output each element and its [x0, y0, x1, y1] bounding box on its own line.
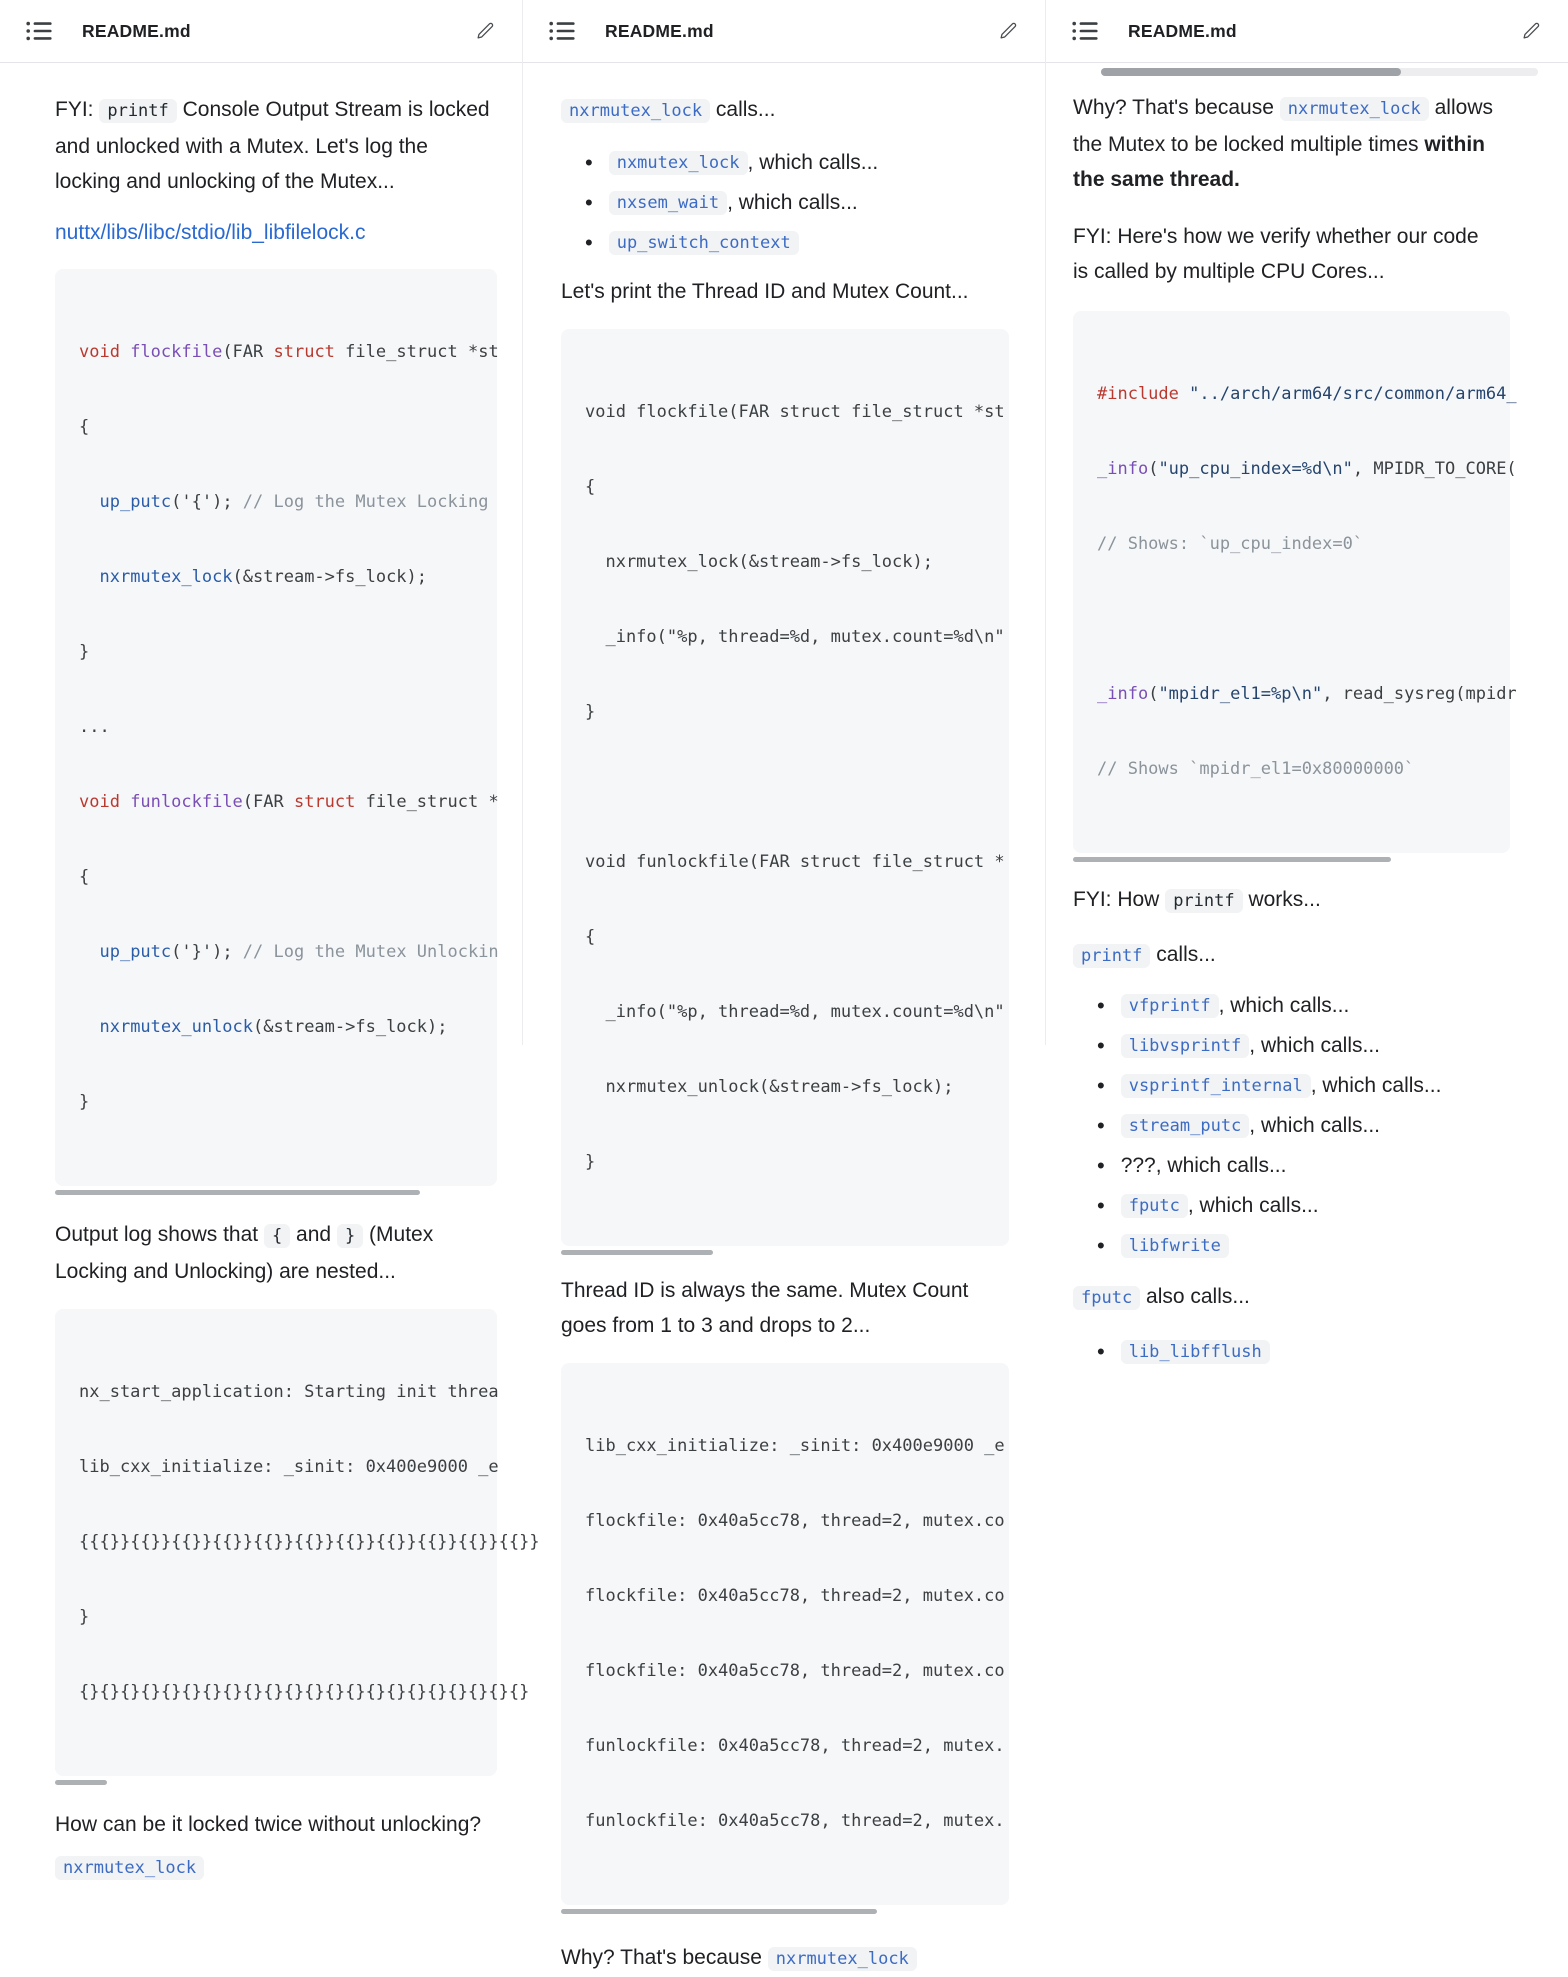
printf-call-list — [1073, 990, 1510, 1261]
inline-code-link-nxrmutex-lock[interactable]: nxrmutex_lock — [768, 1947, 917, 1971]
list-item — [1073, 1230, 1510, 1261]
code-line: lib_cxx_initialize: _sinit: 0x400e9000 _e — [585, 1436, 1005, 1456]
toc-icon — [1072, 21, 1098, 41]
code-line: // Shows `mpidr_el1=0x80000000` — [1097, 759, 1415, 779]
bold-text: within the same thread. — [1073, 133, 1485, 191]
inline-code-open-brace: { — [264, 1224, 290, 1248]
code-line — [1097, 607, 1486, 632]
list-item: • nxmutex_lock , which calls... — [561, 147, 1009, 178]
code-line: nxrmutex_lock(&stream->fs_lock); — [99, 567, 428, 587]
code-line: { — [79, 417, 90, 437]
paragraph-question: How can be it locked twice without unlocking? — [55, 1813, 482, 1836]
code-line: { — [79, 867, 90, 887]
edit-button[interactable] — [997, 20, 1019, 42]
markdown-panel-3 — [1045, 0, 1568, 1362]
call-list — [561, 147, 1009, 258]
horizontal-scrollbar[interactable] — [55, 1190, 420, 1195]
paragraph-why: Why? That's because nxrmutex_lock allows the Mutex to be locked multiple times within the same thread. — [1073, 96, 1493, 191]
code-line: nxrmutex_unlock(&stream->fs_lock); — [99, 1017, 448, 1037]
list-item: • ???, which calls... — [1073, 1150, 1510, 1181]
code-line: flockfile: 0x40a5cc78, thread=2, mutex.co — [585, 1586, 1005, 1606]
code-line: _info("%p, thread=%d, mutex.count=%d\n" — [585, 1002, 1005, 1022]
code-line: #include "../arch/arm64/src/common/arm64_ — [1097, 384, 1517, 404]
list-item: • nxsem_wait , which calls... — [561, 187, 1009, 218]
toc-icon — [549, 21, 575, 41]
inline-code-link-nxsem-wait[interactable]: • nxsem_wait — [609, 191, 727, 215]
code-block-flockfile — [55, 269, 497, 1186]
horizontal-scrollbar[interactable] — [561, 1909, 877, 1914]
paragraph-calls: nxrmutex_lock calls... — [561, 92, 1009, 129]
code-block-print — [561, 329, 1009, 1246]
scrollbar-thumb[interactable] — [1101, 68, 1401, 76]
fputc-call-list — [1073, 1336, 1510, 1367]
code-line: lib_cxx_initialize: _sinit: 0x400e9000 _e — [79, 1457, 499, 1477]
list-item — [561, 227, 1009, 258]
code-line: { — [585, 927, 596, 947]
inline-code-printf: printf — [1165, 889, 1242, 913]
inline-code-link-up-switch-context[interactable]: • up_switch_context — [609, 231, 799, 255]
code-line: funlockfile: 0x40a5cc78, thread=2, mutex. — [585, 1811, 1005, 1831]
code-line: void flockfile(FAR struct file_struct *st — [585, 402, 1005, 422]
pencil-icon — [1520, 20, 1542, 42]
paragraph-fputc-also: fputc also calls... — [1073, 1279, 1495, 1316]
edit-button[interactable] — [1520, 20, 1542, 42]
toc-button[interactable] — [549, 21, 575, 41]
code-line: } — [585, 702, 596, 722]
horizontal-scrollbar[interactable] — [1073, 857, 1391, 862]
code-line: funlockfile: 0x40a5cc78, thread=2, mutex. — [585, 1736, 1005, 1756]
inline-code-link-vfprintf[interactable]: • vfprintf — [1121, 994, 1219, 1018]
code-line: // Shows: `up_cpu_index=0` — [1097, 534, 1364, 554]
code-line — [585, 775, 985, 800]
markdown-panel-2 — [522, 0, 1045, 1969]
inline-code-link-printf[interactable]: printf — [1073, 944, 1150, 968]
code-block-cpu — [1073, 311, 1517, 853]
source-file-link[interactable]: nuttx/libs/libc/stdio/lib_libfilelock.c — [55, 221, 366, 244]
inline-code-link-lib-libfflush[interactable]: • lib_libfflush — [1121, 1340, 1270, 1364]
code-line: } — [585, 1152, 596, 1172]
paragraph-verify: FYI: Here's how we verify whether our code is called by multiple CPU Cores... — [1073, 225, 1479, 283]
code-line: _info("mpidr_el1=%p\n", read_sysreg(mpidr — [1097, 684, 1517, 704]
inline-code-link-fputc[interactable]: • fputc — [1121, 1194, 1188, 1218]
code-line: } — [79, 642, 90, 662]
code-line: nxrmutex_unlock(&stream->fs_lock); — [585, 1077, 954, 1097]
inline-code-link-libvsprintf[interactable]: • libvsprintf — [1121, 1034, 1250, 1058]
file-title: README.md — [1128, 20, 1237, 41]
pencil-icon — [474, 20, 496, 42]
list-item: • vsprintf_internal , which calls... — [1073, 1070, 1510, 1101]
paragraph-fyi-printf: FYI: printf Console Output Stream is locked and unlocked with a Mutex. Let's log the locking and unlocking of the Mutex... — [55, 98, 490, 193]
inline-code-printf: printf — [99, 99, 176, 123]
file-title: README.md — [82, 20, 191, 41]
paragraph-nested: Output log shows that { and } (Mutex Locking and Unlocking) are nested... — [55, 1223, 434, 1283]
paragraph-print: Let's print the Thread ID and Mutex Count... — [561, 280, 969, 303]
paragraph-link — [55, 221, 497, 245]
code-block-log — [561, 1363, 1009, 1905]
inline-code-link-stream-putc[interactable]: • stream_putc — [1121, 1114, 1250, 1138]
code-line: { — [585, 477, 596, 497]
inline-code-link-nxrmutex-lock[interactable]: nxrmutex_lock — [55, 1856, 204, 1880]
panel-header — [1046, 0, 1568, 63]
toc-button[interactable] — [1072, 21, 1098, 41]
horizontal-scrollbar[interactable] — [561, 1250, 713, 1255]
code-line: } — [79, 1607, 90, 1627]
panel-header — [523, 0, 1045, 63]
list-item: • fputc , which calls... — [1073, 1190, 1510, 1221]
list-item: • stream_putc , which calls... — [1073, 1110, 1510, 1141]
edit-button[interactable] — [474, 20, 496, 42]
clipped-paragraph — [55, 1858, 497, 1878]
code-line: nxrmutex_lock(&stream->fs_lock); — [585, 552, 933, 572]
code-line: up_putc('{'); // Log the Mutex Locking — [99, 492, 489, 512]
code-line: ... — [79, 717, 110, 737]
code-line: void funlockfile(FAR struct file_struct * — [79, 792, 499, 812]
toc-icon — [26, 21, 52, 41]
paragraph-thread-id: Thread ID is always the same. Mutex Count goes from 1 to 3 and drops to 2... — [561, 1279, 969, 1337]
code-line: nx_start_application: Starting init threa — [79, 1382, 499, 1402]
markdown-panel-1 — [0, 0, 540, 1878]
code-line: flockfile: 0x40a5cc78, thread=2, mutex.co — [585, 1661, 1005, 1681]
list-item: • libvsprintf , which calls... — [1073, 1030, 1510, 1061]
code-line: _info("up_cpu_index=%d\n", MPIDR_TO_CORE( — [1097, 459, 1517, 479]
code-line: up_putc('}'); // Log the Mutex Unlockin — [99, 942, 499, 962]
list-item: • vfprintf , which calls... — [1073, 990, 1510, 1021]
inline-code-link-fputc[interactable]: fputc — [1073, 1286, 1140, 1310]
inline-code-link-nxmutex-lock[interactable]: • nxmutex_lock — [609, 151, 748, 175]
list-item — [1073, 1336, 1510, 1367]
inline-code-link-nxrmutex-lock[interactable]: nxrmutex_lock — [1280, 97, 1429, 121]
clipped-paragraph-why: Why? That's because nxrmutex_lock — [561, 1940, 1009, 1977]
horizontal-scrollbar[interactable] — [1101, 68, 1538, 76]
horizontal-scrollbar[interactable] — [55, 1780, 107, 1785]
code-line: } — [79, 1092, 90, 1112]
code-line: void funlockfile(FAR struct file_struct * — [585, 852, 1005, 872]
inline-code-close-brace: } — [337, 1224, 363, 1248]
code-line: {}{}{}{}{}{}{}{}{}{}{}{}{}{}{}{}{}{}{}{}{}{} — [79, 1682, 530, 1702]
code-line: void flockfile(FAR struct file_struct *st — [79, 342, 499, 362]
code-line: flockfile: 0x40a5cc78, thread=2, mutex.co — [585, 1511, 1005, 1531]
inline-code-link-nxrmutex-lock[interactable]: nxrmutex_lock — [561, 99, 710, 123]
inline-code-link-libfwrite[interactable]: • libfwrite — [1121, 1234, 1229, 1258]
toc-button[interactable] — [26, 21, 52, 41]
inline-code-link-vsprintf-internal[interactable]: • vsprintf_internal — [1121, 1074, 1311, 1098]
panel-header — [0, 0, 522, 63]
code-line: _info("%p, thread=%d, mutex.count=%d\n" — [585, 627, 1005, 647]
code-block-output-log — [55, 1309, 540, 1776]
paragraph-how-printf: FYI: How printf works... — [1073, 888, 1321, 911]
paragraph-printf-calls: printf calls... — [1073, 937, 1495, 974]
file-title: README.md — [605, 20, 714, 41]
pencil-icon — [997, 20, 1019, 42]
code-line: {{{}}{{}}{{}}{{}}{{}}{{}}{{}}{{}}{{}}{{}}{{}} — [79, 1532, 540, 1552]
